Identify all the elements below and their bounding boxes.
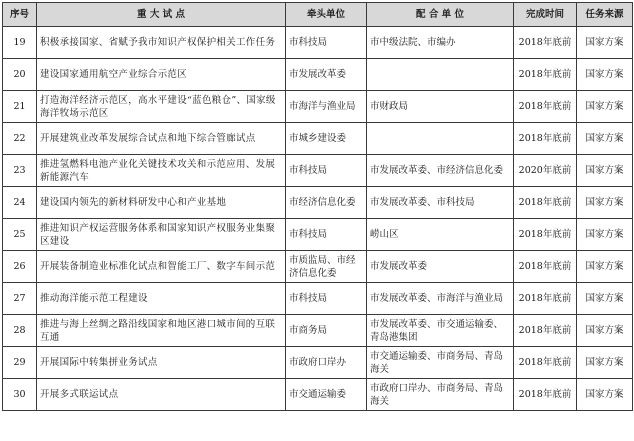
row-number: 26 bbox=[3, 251, 37, 283]
table-row bbox=[3, 251, 633, 283]
pilot-description: 开展多式联运试点 bbox=[37, 379, 286, 411]
lead-unit: 市发展改革委 bbox=[286, 59, 367, 91]
row-number: 30 bbox=[3, 379, 37, 411]
task-source: 国家方案 bbox=[577, 59, 633, 91]
table-row bbox=[3, 155, 633, 187]
lead-unit: 市政府口岸办 bbox=[286, 347, 367, 379]
cooperating-units: 市发展改革委、市交通运输委、青岛港集团 bbox=[367, 315, 514, 347]
completion-time: 2018年底前 bbox=[514, 219, 577, 251]
header-task-source: 任务来源 bbox=[577, 3, 633, 27]
row-number: 20 bbox=[3, 59, 37, 91]
lead-unit: 市交通运输委 bbox=[286, 379, 367, 411]
pilot-description: 推进知识产权运营服务体系和国家知识产权服务业集聚区建设 bbox=[37, 219, 286, 251]
lead-unit: 市经济信息化委 bbox=[286, 187, 367, 219]
cooperating-units: 崂山区 bbox=[367, 219, 514, 251]
completion-time: 2018年底前 bbox=[514, 59, 577, 91]
completion-time: 2018年底前 bbox=[514, 91, 577, 123]
table-row bbox=[3, 59, 633, 91]
lead-unit: 市科技局 bbox=[286, 283, 367, 315]
task-source: 国家方案 bbox=[577, 379, 633, 411]
lead-unit: 市城乡建设委 bbox=[286, 123, 367, 155]
pilot-description: 开展国际中转集拼业务试点 bbox=[37, 347, 286, 379]
pilot-description: 建设国家通用航空产业综合示范区 bbox=[37, 59, 286, 91]
row-number: 21 bbox=[3, 91, 37, 123]
table-row bbox=[3, 283, 633, 315]
task-source: 国家方案 bbox=[577, 27, 633, 59]
row-number: 22 bbox=[3, 123, 37, 155]
header-pilot: 重 大 试 点 bbox=[37, 3, 286, 27]
completion-time: 2018年底前 bbox=[514, 379, 577, 411]
task-source: 国家方案 bbox=[577, 219, 633, 251]
table-row bbox=[3, 27, 633, 59]
pilot-description: 打造海洋经济示范区，高水平建设“蓝色粮仓”、国家级海洋牧场示范区 bbox=[37, 91, 286, 123]
completion-time: 2018年底前 bbox=[514, 347, 577, 379]
table-row bbox=[3, 315, 633, 347]
table-body bbox=[3, 27, 633, 411]
completion-time: 2018年底前 bbox=[514, 187, 577, 219]
lead-unit: 市商务局 bbox=[286, 315, 367, 347]
task-source: 国家方案 bbox=[577, 251, 633, 283]
row-number: 27 bbox=[3, 283, 37, 315]
pilot-description: 推动海洋能示范工程建设 bbox=[37, 283, 286, 315]
cooperating-units bbox=[367, 123, 514, 155]
completion-time: 2018年底前 bbox=[514, 251, 577, 283]
task-source: 国家方案 bbox=[577, 283, 633, 315]
table-row bbox=[3, 123, 633, 155]
table-row bbox=[3, 347, 633, 379]
cooperating-units: 市发展改革委、市经济信息化委 bbox=[367, 155, 514, 187]
cooperating-units: 市政府口岸办、市商务局、青岛海关 bbox=[367, 379, 514, 411]
table-row bbox=[3, 187, 633, 219]
task-source: 国家方案 bbox=[577, 315, 633, 347]
completion-time: 2020年底前 bbox=[514, 155, 577, 187]
table-row bbox=[3, 219, 633, 251]
task-source: 国家方案 bbox=[577, 187, 633, 219]
cooperating-units: 市发展改革委 bbox=[367, 251, 514, 283]
completion-time: 2018年底前 bbox=[514, 123, 577, 155]
lead-unit: 市科技局 bbox=[286, 27, 367, 59]
cooperating-units: 市交通运输委、市商务局、青岛海关 bbox=[367, 347, 514, 379]
row-number: 19 bbox=[3, 27, 37, 59]
pilot-description: 推进氢燃料电池产业化关键技术攻关和示范应用、发展新能源汽车 bbox=[37, 155, 286, 187]
lead-unit: 市科技局 bbox=[286, 219, 367, 251]
row-number: 29 bbox=[3, 347, 37, 379]
row-number: 28 bbox=[3, 315, 37, 347]
pilot-description: 开展装备制造业标准化试点和智能工厂、数字车间示范 bbox=[37, 251, 286, 283]
task-source: 国家方案 bbox=[577, 91, 633, 123]
pilot-description: 建设国内领先的新材料研发中心和产业基地 bbox=[37, 187, 286, 219]
lead-unit: 市质监局、市经济信息化委 bbox=[286, 251, 367, 283]
lead-unit: 市科技局 bbox=[286, 155, 367, 187]
cooperating-units: 市中级法院、市编办 bbox=[367, 27, 514, 59]
cooperating-units: 市发展改革委、市科技局 bbox=[367, 187, 514, 219]
cooperating-units bbox=[367, 59, 514, 91]
header-no: 序号 bbox=[3, 3, 37, 27]
table-row bbox=[3, 379, 633, 411]
cooperating-units: 市财政局 bbox=[367, 91, 514, 123]
pilot-description: 开展建筑业改革发展综合试点和地下综合管廊试点 bbox=[37, 123, 286, 155]
completion-time: 2018年底前 bbox=[514, 283, 577, 315]
cooperating-units: 市发展改革委、市海洋与渔业局 bbox=[367, 283, 514, 315]
table-header bbox=[3, 3, 633, 27]
completion-time: 2018年底前 bbox=[514, 315, 577, 347]
header-lead-unit: 牵头单位 bbox=[286, 3, 367, 27]
header-coop-unit: 配 合 单 位 bbox=[367, 3, 514, 27]
task-source: 国家方案 bbox=[577, 155, 633, 187]
completion-time: 2018年底前 bbox=[514, 27, 577, 59]
row-number: 25 bbox=[3, 219, 37, 251]
document-page bbox=[2, 2, 632, 411]
table-row bbox=[3, 91, 633, 123]
row-number: 24 bbox=[3, 187, 37, 219]
header-row bbox=[3, 3, 633, 27]
pilot-description: 积极承接国家、省赋予我市知识产权保护相关工作任务 bbox=[37, 27, 286, 59]
pilot-task-table bbox=[2, 2, 633, 411]
row-number: 23 bbox=[3, 155, 37, 187]
header-completion-time: 完成时间 bbox=[514, 3, 577, 27]
task-source: 国家方案 bbox=[577, 123, 633, 155]
task-source: 国家方案 bbox=[577, 347, 633, 379]
pilot-description: 推进与海上丝绸之路沿线国家和地区港口城市间的互联互通 bbox=[37, 315, 286, 347]
lead-unit: 市海洋与渔业局 bbox=[286, 91, 367, 123]
